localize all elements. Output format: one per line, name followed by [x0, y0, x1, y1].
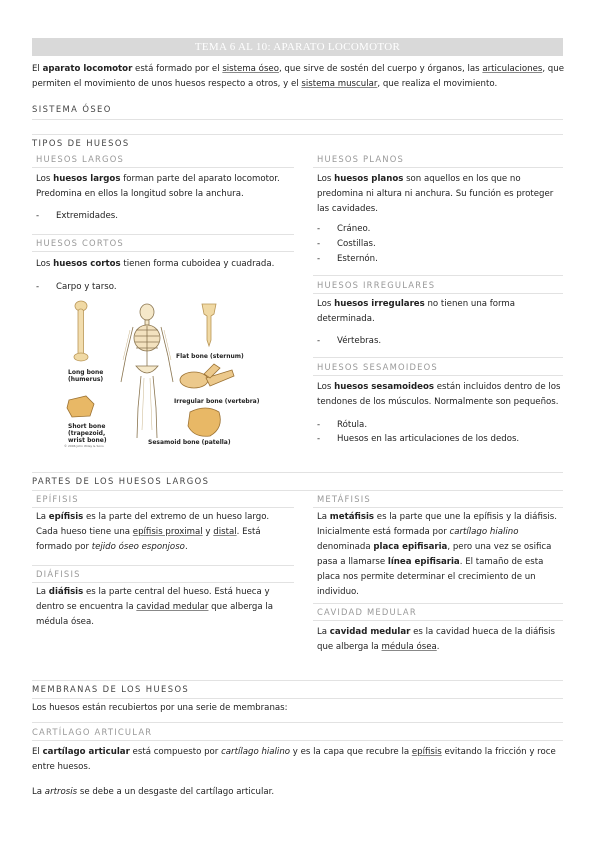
section-heading-tipos: TIPOS DE HUESOS [32, 138, 130, 148]
subheading-huesos-sesamoideos: HUESOS SESAMOIDEOS [317, 362, 438, 372]
trapezoid-illustration [67, 396, 94, 417]
list-item: - Esternón. [317, 254, 378, 264]
label-sesamoid-bone: Sesamoid bone (patella) [148, 439, 231, 445]
list-item: - Costillas. [317, 239, 376, 249]
subheading-cavidad-medular: CAVIDAD MEDULAR [317, 607, 417, 617]
paragraph-cavidad-medular: La cavidad medular es la cavidad hueca de la diáfisis que alberga la médula ósea. [317, 627, 555, 652]
paragraph-huesos-sesamoideos: Los huesos sesamoideos están incluidos dentro de los tendones de los músculos. Normalmente son pequeños. [317, 382, 561, 407]
divider [32, 680, 563, 681]
divider [313, 620, 563, 621]
divider [32, 251, 294, 252]
subheading-epifisis: EPÍFISIS [36, 494, 79, 504]
divider [313, 167, 563, 168]
section-heading-sistema-oseo: SISTEMA ÓSEO [32, 104, 112, 114]
intro-paragraph: El aparato locomotor está formado por el sistema óseo, que sirve de sostén del cuerpo y órganos, las articulaciones, que permiten el movimiento de unos huesos respecto a otros, y el sistema muscular, que realiza el movimiento. [32, 64, 564, 89]
vertebra-illustration [180, 364, 234, 388]
divider [32, 167, 294, 168]
subheading-huesos-irregulares: HUESOS IRREGULARES [317, 280, 436, 290]
paragraph-artrosis: La artrosis se debe a un desgaste del cartílago articular. [32, 787, 275, 797]
divider [32, 134, 563, 135]
label-flat-bone: Flat bone (sternum) [176, 353, 244, 360]
list-item: - Cráneo. [317, 224, 371, 234]
paragraph-membranas: Los huesos están recubiertos por una serie de membranas: [32, 703, 288, 713]
divider [313, 507, 563, 508]
list-item: - Huesos en las articulaciones de los dedos. [317, 434, 520, 444]
divider [32, 507, 294, 508]
divider [32, 722, 563, 723]
divider [32, 565, 294, 566]
list-item: - Vértebras. [317, 336, 382, 346]
subheading-diafisis: DIÁFISIS [36, 569, 81, 579]
label-long-bone: Long bone [68, 369, 104, 376]
paragraph-huesos-cortos: Los huesos cortos tienen forma cuboidea y cuadrada. [36, 259, 275, 269]
list-item: - Extremidades. [36, 211, 118, 221]
figure-caption-copyright: © 2006 John Wiley & Sons [64, 444, 104, 448]
label-short-bone-example-2: wrist bone) [68, 437, 107, 444]
divider [32, 698, 563, 699]
patella-illustration [188, 408, 220, 436]
list-item: - Rótula. [317, 420, 368, 430]
section-heading-membranas: MEMBRANAS DE LOS HUESOS [32, 684, 190, 694]
paragraph-huesos-largos: Los huesos largos forman parte del aparato locomotor. Predomina en ellos la longitud sobre la anchura. [36, 174, 280, 199]
humerus-illustration [74, 301, 88, 361]
divider [313, 375, 563, 376]
label-short-bone: Short bone [68, 423, 106, 430]
paragraph-metafisis: La metáfisis es la parte que une la epífisis y la diáfisis. Inicialmente está formada por cartílago hialino denominada placa epifisaria, pero una vez se osifica pasa a llamarse línea epifisaria. El tamaño de esta placa nos permite determinar el crecimiento de un individuo. [317, 512, 557, 597]
label-irregular-bone: Irregular bone (vertebra) [174, 398, 260, 405]
divider [32, 234, 294, 235]
paragraph-epifisis: La epífisis es la parte del extremo de un hueso largo. Cada hueso tiene una epífisis proximal y distal. Está formado por tejido óseo esponjoso. [36, 512, 270, 552]
section-heading-partes: PARTES DE LOS HUESOS LARGOS [32, 476, 210, 486]
divider [32, 119, 563, 120]
divider [313, 293, 563, 294]
subheading-huesos-largos: HUESOS LARGOS [36, 154, 125, 164]
divider [313, 603, 563, 604]
paragraph-huesos-irregulares: Los huesos irregulares no tienen una forma determinada. [317, 299, 516, 324]
divider [313, 357, 563, 358]
divider [32, 582, 294, 583]
sternum-illustration [202, 304, 216, 346]
paragraph-diafisis: La diáfisis es la parte central del hueso. Está hueca y dentro se encuentra la cavidad medular que alberga la médula ósea. [36, 587, 273, 627]
document-title: TEMA 6 AL 10: APARATO LOCOMOTOR [194, 41, 401, 53]
subheading-metafisis: METÁFISIS [317, 494, 371, 504]
skeleton-illustration [121, 304, 173, 438]
subheading-huesos-cortos: HUESOS CORTOS [36, 238, 124, 248]
subheading-huesos-planos: HUESOS PLANOS [317, 154, 405, 164]
divider [32, 490, 563, 491]
list-item: - Carpo y tarso. [36, 282, 117, 292]
bone-types-figure [64, 300, 276, 445]
subheading-cartilago-articular: CARTÍLAGO ARTICULAR [32, 727, 153, 737]
divider [313, 275, 563, 276]
paragraph-huesos-planos: Los huesos planos son aquellos en los que no predomina ni altura ni anchura. Su función es proteger las cavidades. [317, 174, 554, 214]
paragraph-cartilago-articular: El cartílago articular está compuesto por cartílago hialino y es la capa que recubre la epífisis evitando la fricción y roce entre huesos. [32, 747, 556, 772]
divider [32, 472, 563, 473]
label-long-bone-example: (humerus) [68, 376, 104, 383]
divider [32, 740, 563, 741]
document-title-band [32, 38, 563, 56]
label-short-bone-example: (trapezoid, [68, 430, 106, 437]
